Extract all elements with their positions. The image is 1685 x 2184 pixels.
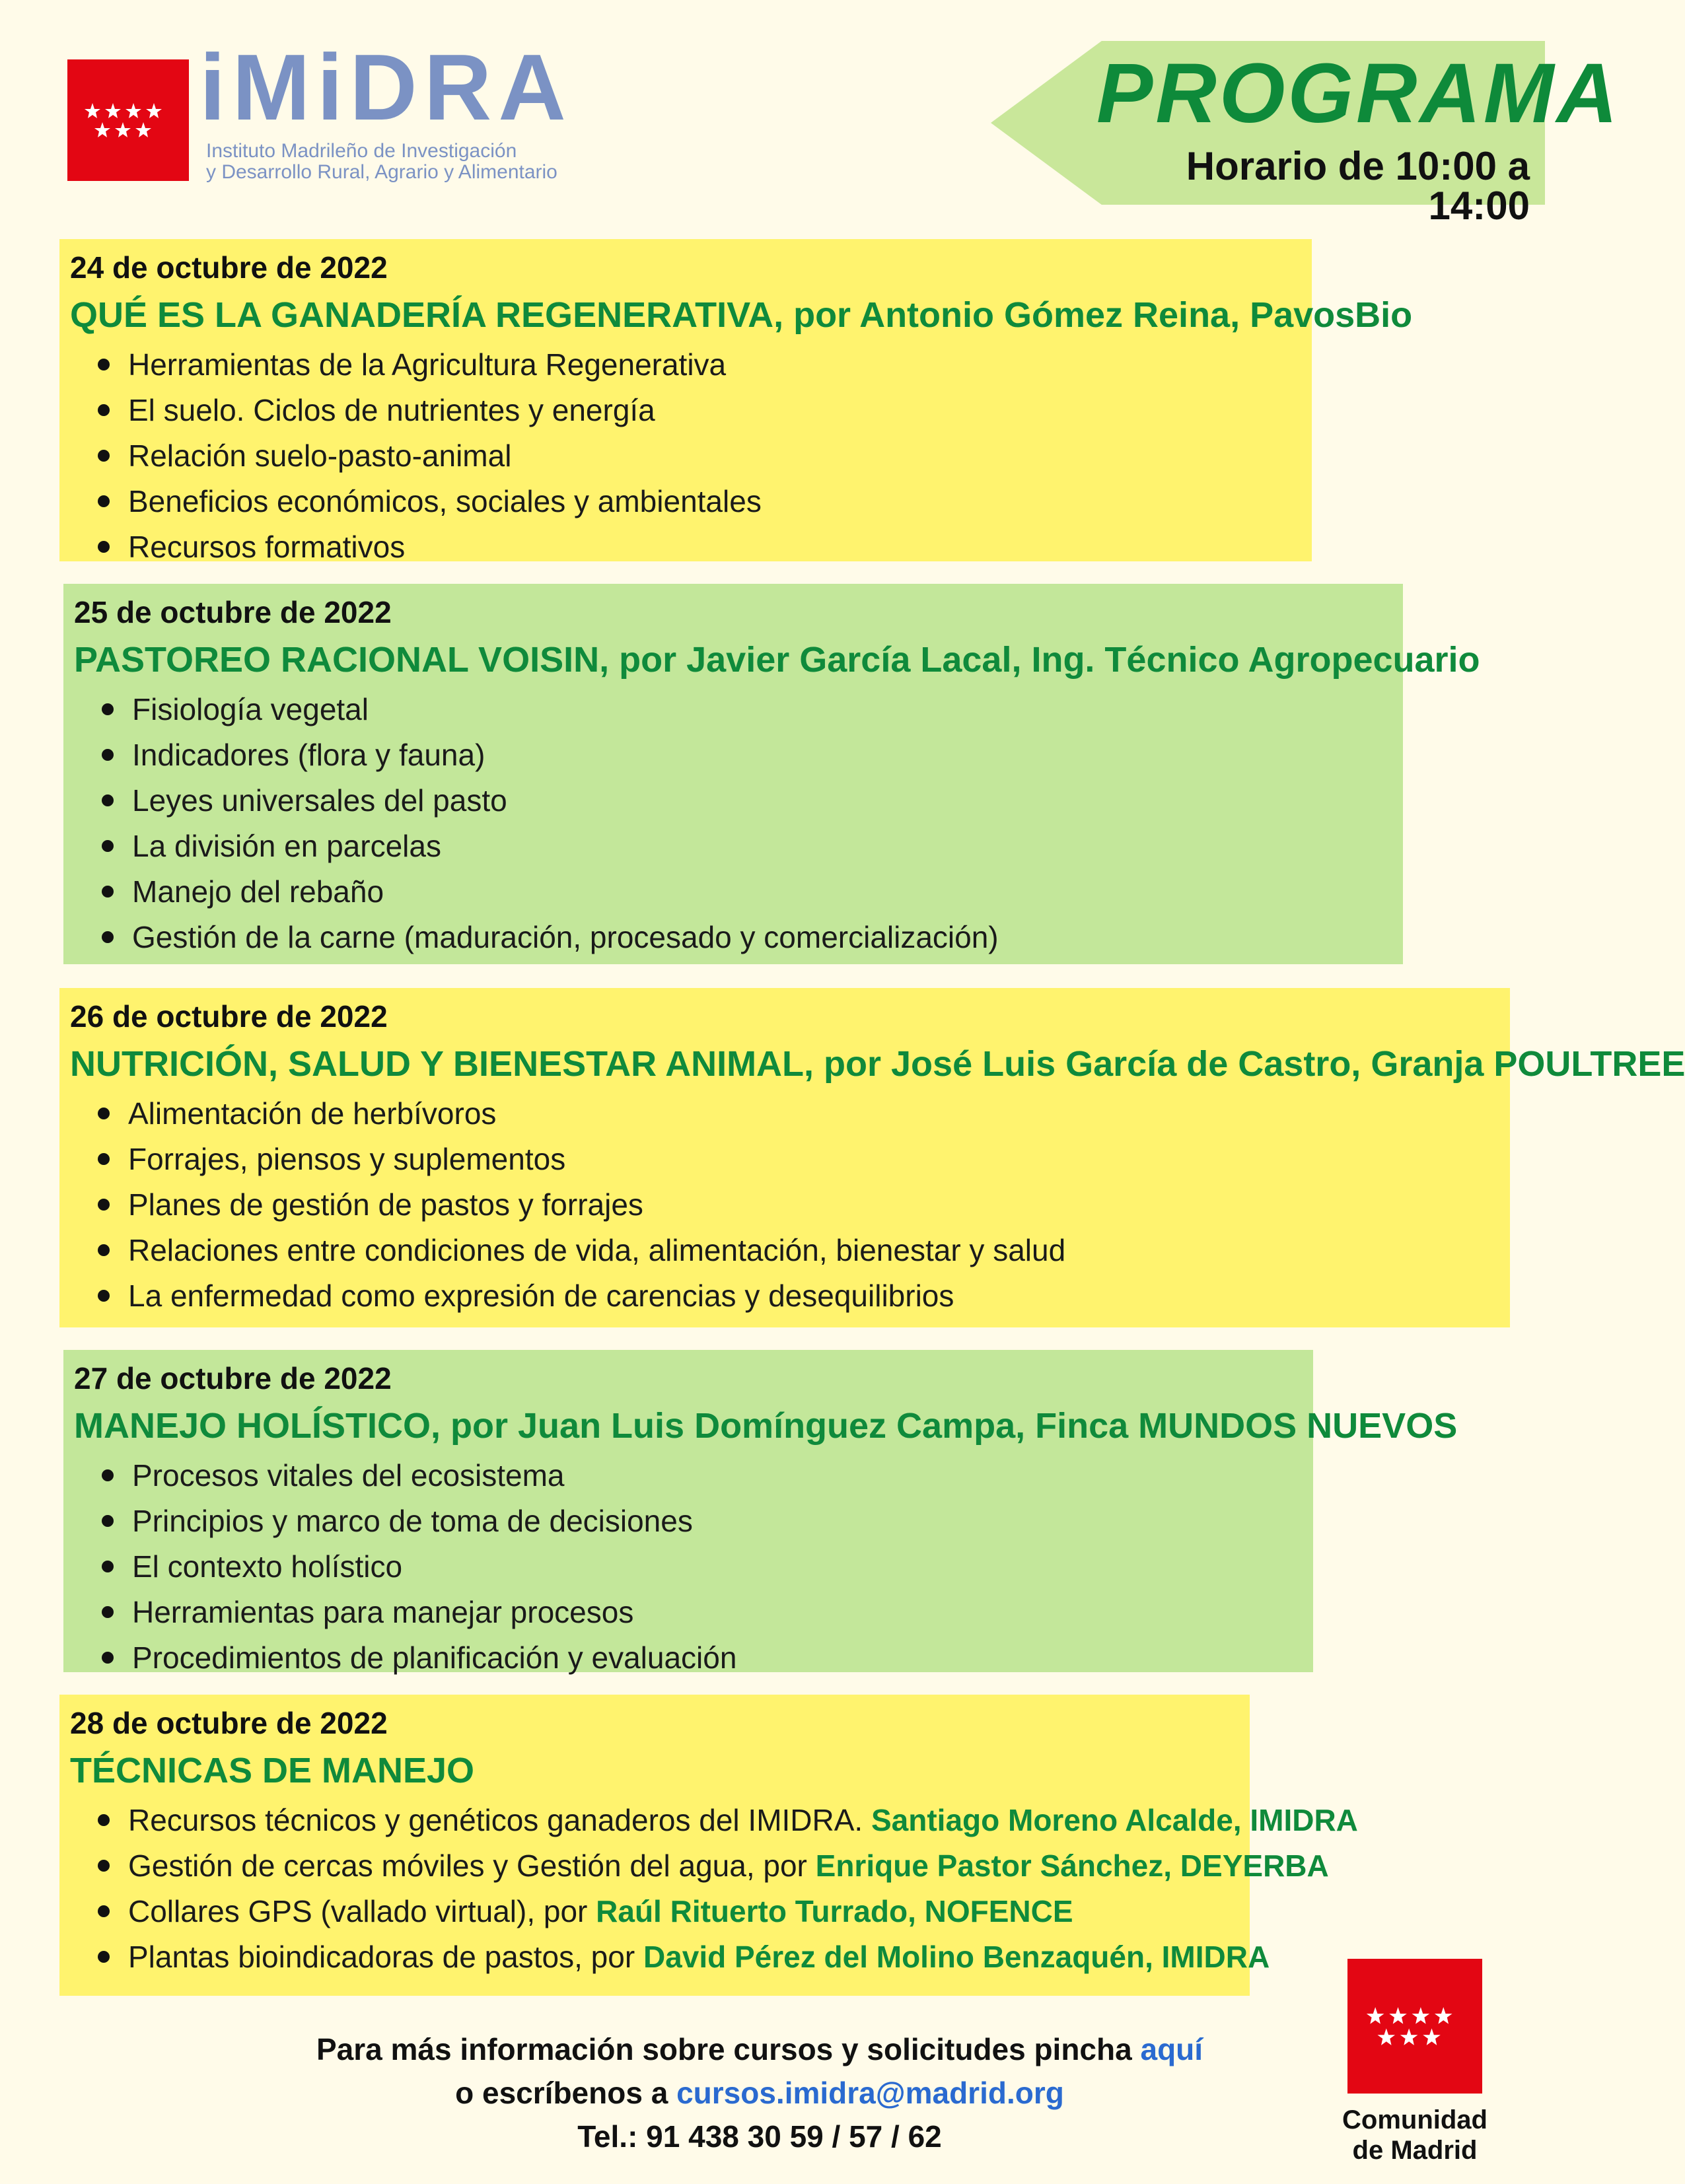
bullet-icon bbox=[98, 1290, 110, 1302]
bullet-icon bbox=[102, 840, 114, 852]
list-item bbox=[98, 1137, 1510, 1182]
day-block bbox=[59, 239, 1413, 564]
topic-text: Relación suelo-pasto-animal bbox=[128, 439, 512, 473]
topic-text: Fisiología vegetal bbox=[132, 692, 369, 726]
topic-text: La división en parcelas bbox=[132, 829, 441, 863]
day-title: NUTRICIÓN, SALUD Y BIENESTAR ANIMAL, por José Luis García de Castro, Granja POULTREE bbox=[70, 1044, 1685, 1084]
topic-list bbox=[74, 687, 1403, 960]
programa-title: PROGRAMA bbox=[1096, 46, 1620, 141]
day-block bbox=[59, 988, 1685, 1327]
bullet-icon bbox=[102, 1515, 114, 1527]
list-item bbox=[98, 1798, 1358, 1843]
day-title: TÉCNICAS DE MANEJO bbox=[70, 1751, 475, 1790]
stars-icon bbox=[67, 59, 189, 181]
topic-text: Collares GPS (vallado virtual), por bbox=[128, 1894, 596, 1928]
bullet-icon bbox=[98, 1860, 110, 1872]
info-link[interactable]: aquí bbox=[1140, 2032, 1203, 2066]
topic-text: La enfermedad como expresión de carencias y desequilibrios bbox=[128, 1279, 954, 1313]
list-item bbox=[102, 1635, 1313, 1681]
topic-text: Herramientas para manejar procesos bbox=[132, 1595, 634, 1629]
day-date: 25 de octubre de 2022 bbox=[74, 595, 392, 629]
list-item bbox=[102, 1544, 1313, 1590]
day-date: 28 de octubre de 2022 bbox=[70, 1706, 388, 1740]
topic-list bbox=[70, 1091, 1510, 1319]
day-title: PASTOREO RACIONAL VOISIN, por Javier García Lacal, Ing. Técnico Agropecuario bbox=[74, 640, 1480, 680]
bullet-icon bbox=[102, 1652, 114, 1664]
topic-text: Alimentación de herbívoros bbox=[128, 1096, 497, 1131]
topic-text: El contexto holístico bbox=[132, 1549, 403, 1584]
bullet-icon bbox=[102, 794, 114, 806]
topic-text: Gestión de cercas móviles y Gestión del agua, por bbox=[128, 1849, 816, 1883]
list-item bbox=[102, 869, 1403, 915]
topic-text: Beneficios económicos, sociales y ambientales bbox=[128, 484, 762, 518]
topic-text: Principios y marco de toma de decisiones bbox=[132, 1504, 693, 1538]
day-date: 27 de octubre de 2022 bbox=[74, 1361, 392, 1395]
footer-info-text: Para más información sobre cursos y solicitudes pincha bbox=[316, 2032, 1141, 2066]
list-item bbox=[98, 1182, 1510, 1228]
programa-hours: Horario de 10:00 a 14:00 bbox=[1186, 144, 1530, 228]
bullet-icon bbox=[98, 1108, 110, 1119]
imidra-logo: iMiDRA bbox=[199, 35, 573, 140]
bullet-icon bbox=[102, 886, 114, 898]
bullet-icon bbox=[98, 1814, 110, 1826]
footer-info-line bbox=[264, 2034, 1255, 2064]
topic-text: Manejo del rebaño bbox=[132, 874, 384, 909]
bullet-icon bbox=[102, 1469, 114, 1481]
bullet-icon bbox=[102, 931, 114, 943]
bullet-icon bbox=[102, 703, 114, 715]
day-block bbox=[63, 584, 1480, 964]
topic-text: Indicadores (flora y fauna) bbox=[132, 738, 485, 772]
list-item bbox=[98, 342, 1312, 388]
footer-email-text: o escríbenos a bbox=[455, 2076, 677, 2110]
list-item bbox=[98, 1273, 1510, 1319]
bullet-icon bbox=[102, 1561, 114, 1572]
speaker-name: Enrique Pastor Sánchez, DEYERBA bbox=[815, 1849, 1329, 1883]
madrid-flag-icon bbox=[1347, 1959, 1482, 2094]
bullet-icon bbox=[98, 359, 110, 370]
topic-text: Planes de gestión de pastos y forrajes bbox=[128, 1187, 643, 1222]
list-item bbox=[102, 1453, 1313, 1498]
speaker-name: Raúl Rituerto Turrado, NOFENCE bbox=[596, 1894, 1073, 1928]
list-item bbox=[98, 1228, 1510, 1273]
list-item bbox=[102, 687, 1403, 732]
list-item bbox=[98, 479, 1312, 524]
comunidad-madrid-label: Comunidad bbox=[1342, 2105, 1488, 2134]
email-link[interactable]: cursos.imidra@madrid.org bbox=[676, 2076, 1064, 2110]
list-item bbox=[98, 1889, 1250, 1934]
footer-email-line bbox=[264, 2078, 1255, 2108]
topic-list bbox=[74, 1453, 1313, 1681]
bullet-icon bbox=[98, 1199, 110, 1211]
bullet-icon bbox=[102, 1606, 114, 1618]
madrid-flag-icon bbox=[67, 59, 189, 181]
topic-text: Procesos vitales del ecosistema bbox=[132, 1458, 565, 1493]
bullet-icon bbox=[98, 495, 110, 507]
imidra-subtitle-line-2: y Desarrollo Rural, Agrario y Alimentario bbox=[206, 161, 557, 183]
footer-phone: Tel.: 91 438 30 59 / 57 / 62 bbox=[577, 2119, 942, 2154]
topic-text: El suelo. Ciclos de nutrientes y energía bbox=[128, 393, 655, 427]
list-item bbox=[98, 388, 1312, 433]
day-block bbox=[63, 1350, 1458, 1675]
topic-text: Plantas bioindicadoras de pastos, por bbox=[128, 1940, 643, 1974]
imidra-subtitle-line-1: Instituto Madrileño de Investigación bbox=[206, 140, 517, 162]
list-item bbox=[98, 433, 1312, 479]
stars-icon bbox=[1347, 1959, 1482, 2094]
bullet-icon bbox=[98, 1244, 110, 1256]
list-item bbox=[98, 524, 1312, 570]
bullet-icon bbox=[98, 450, 110, 462]
list-item bbox=[102, 1590, 1313, 1635]
topic-list bbox=[70, 342, 1312, 570]
list-item bbox=[98, 1091, 1510, 1137]
list-item bbox=[102, 1498, 1313, 1544]
topic-text: Recursos técnicos y genéticos ganaderos del IMIDRA. bbox=[128, 1803, 871, 1837]
day-title: QUÉ ES LA GANADERÍA REGENERATIVA, por Antonio Gómez Reina, PavosBio bbox=[70, 295, 1413, 335]
topic-text: Herramientas de la Agricultura Regenerativa bbox=[128, 347, 727, 382]
speaker-name: David Pérez del Molino Benzaquén, IMIDRA bbox=[643, 1940, 1270, 1974]
day-title: MANEJO HOLÍSTICO, por Juan Luis Domínguez Campa, Finca MUNDOS NUEVOS bbox=[74, 1406, 1458, 1446]
list-item bbox=[98, 1843, 1329, 1889]
topic-text: Relaciones entre condiciones de vida, alimentación, bienestar y salud bbox=[128, 1233, 1066, 1267]
speaker-name: Santiago Moreno Alcalde, IMIDRA bbox=[871, 1803, 1358, 1837]
bullet-icon bbox=[98, 1153, 110, 1165]
list-item bbox=[102, 778, 1403, 824]
topic-text: Procedimientos de planificación y evaluación bbox=[132, 1640, 737, 1675]
bullet-icon bbox=[102, 749, 114, 761]
topic-text: Recursos formativos bbox=[128, 530, 406, 564]
bullet-icon bbox=[98, 541, 110, 553]
topic-text: Forrajes, piensos y suplementos bbox=[128, 1142, 566, 1176]
topic-text: Leyes universales del pasto bbox=[132, 783, 507, 818]
list-item bbox=[102, 915, 1403, 960]
list-item bbox=[102, 732, 1403, 778]
bullet-icon bbox=[98, 1951, 110, 1963]
list-item bbox=[98, 1934, 1270, 1980]
bullet-icon bbox=[98, 404, 110, 416]
topic-text: Gestión de la carne (maduración, procesado y comercialización) bbox=[132, 920, 999, 954]
day-date: 24 de octubre de 2022 bbox=[70, 250, 388, 285]
day-date: 26 de octubre de 2022 bbox=[70, 999, 388, 1034]
list-item bbox=[102, 824, 1403, 869]
topic-list bbox=[70, 1798, 1358, 1980]
comunidad-madrid-label: de Madrid bbox=[1352, 2136, 1478, 2165]
day-block bbox=[59, 1695, 1358, 1996]
bullet-icon bbox=[98, 1905, 110, 1917]
